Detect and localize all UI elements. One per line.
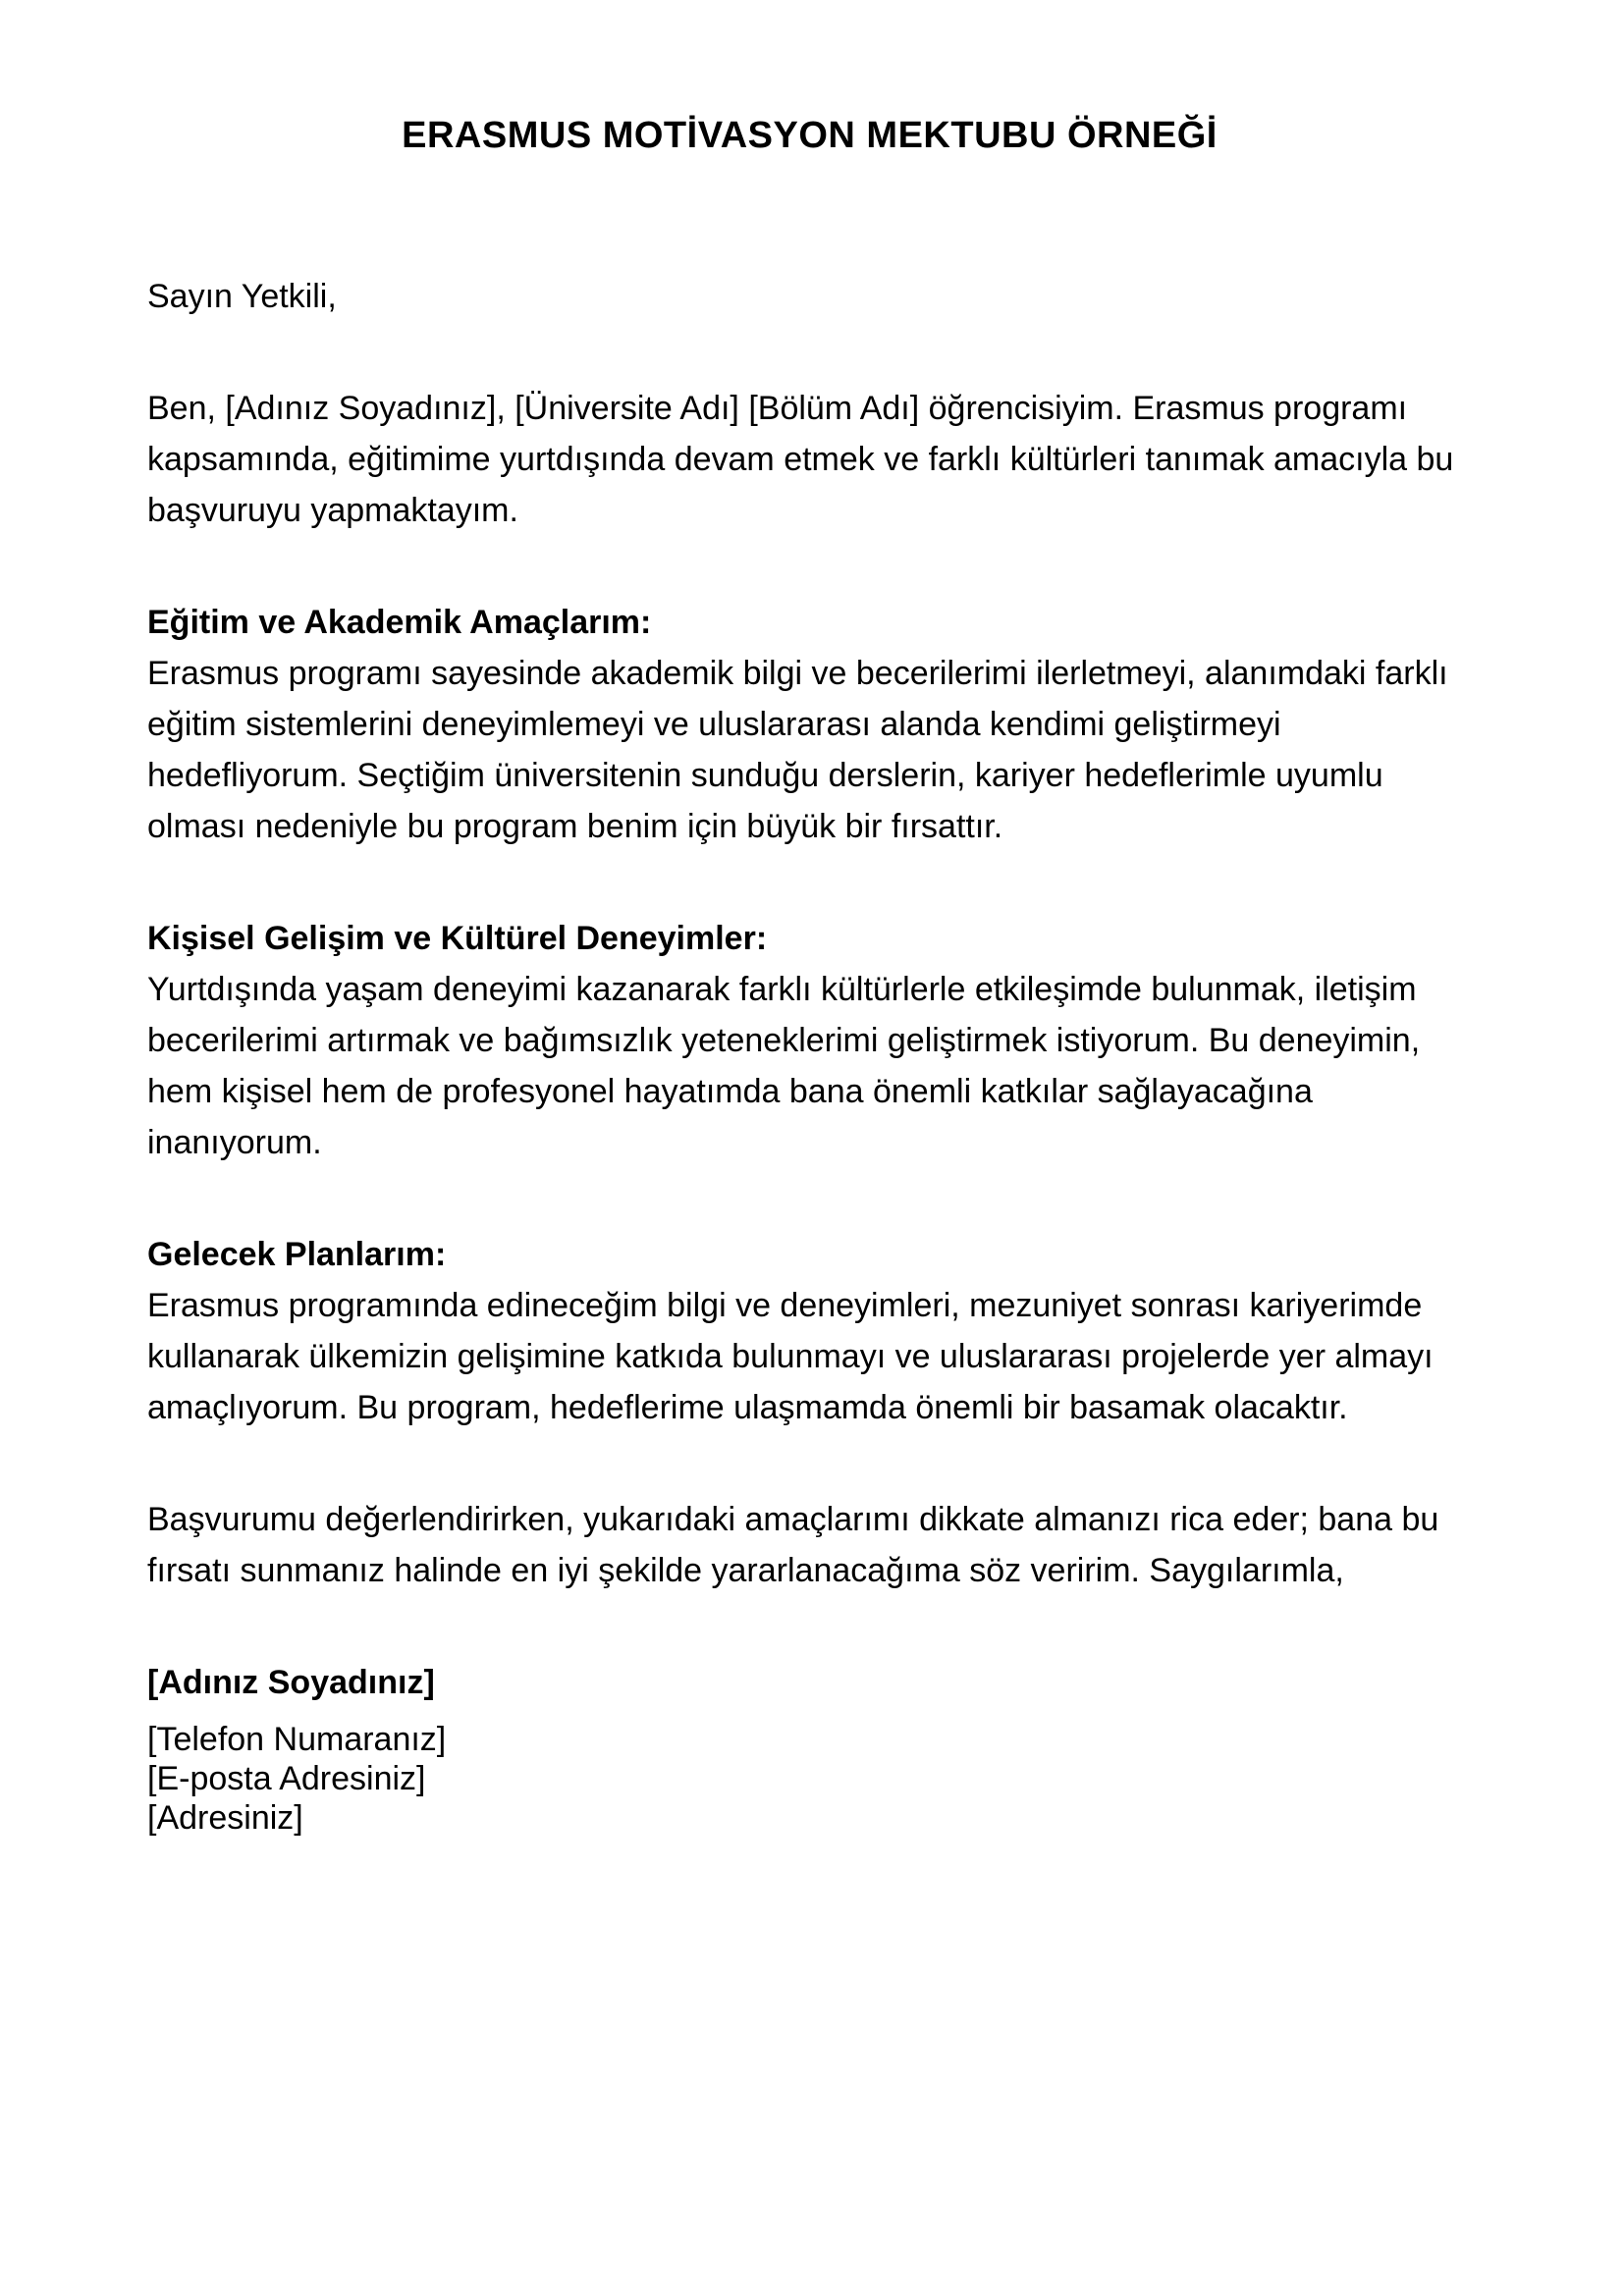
- section-education-goals: [147, 597, 1472, 852]
- section-education-body: Erasmus programı sayesinde akademik bilgi ve becerilerimi ilerletmeyi, alanımdaki farklı eğitim sistemlerini deneyimlemeyi ve uluslararası alanda kendimi geliştirmeyi hedefliyorum. Seçtiğim üniversitenin sunduğu derslerin, kariyer hedeflerimle uyumlu olması nedeniyle bu program benim için büyük bir fırsattır.: [147, 655, 1448, 845]
- section-education-heading: Eğitim ve Akademik Amaçlarım:: [147, 604, 652, 641]
- section-personal-body: Yurtdışında yaşam deneyimi kazanarak farklı kültürlerle etkileşimde bulunmak, iletişim becerilerimi artırmak ve bağımsızlık yeteneklerimi geliştirmek istiyorum. Bu deneyimin, hem kişisel hem de profesyonel hayatımda bana önemli katkılar sağlayacağına inanıyorum.: [147, 971, 1421, 1161]
- closing-paragraph: Başvurumu değerlendirirken, yukarıdaki amaçlarımı dikkate almanızı rica eder; bana bu fırsatı sunmanız halinde en iyi şekilde yararlanacağıma söz veririm. Saygılarımla,: [147, 1501, 1439, 1589]
- section-personal-development: [147, 913, 1472, 1168]
- intro-paragraph: Ben, [Adınız Soyadınız], [Üniversite Adı] [Bölüm Adı] öğrencisiyim. Erasmus programı kapsamında, eğitimime yurtdışında devam etmek ve farklı kültürleri tanımak amacıyla bu başvuruyu yapmaktayım.: [147, 390, 1454, 529]
- section-future-heading: Gelecek Planlarım:: [147, 1236, 447, 1273]
- signature-phone: [Telefon Numaranız]: [147, 1721, 447, 1758]
- signature-address: [Adresiniz]: [147, 1799, 303, 1837]
- salutation: Sayın Yetkili,: [147, 278, 337, 315]
- signature-name: [Adınız Soyadınız]: [147, 1664, 435, 1701]
- signature-email: [E-posta Adresiniz]: [147, 1760, 426, 1797]
- section-future-body: Erasmus programında edineceğim bilgi ve deneyimleri, mezuniyet sonrası kariyerimde kullanarak ülkemizin gelişimine katkıda bulunmayı ve uluslararası projelerde yer almayı amaçlıyorum. Bu program, hedeflerime ulaşmamda önemli bir basamak olacaktır.: [147, 1287, 1434, 1426]
- section-personal-heading: Kişisel Gelişim ve Kültürel Deneyimler:: [147, 920, 768, 957]
- section-future-plans: [147, 1229, 1472, 1433]
- document-title: ERASMUS MOTİVASYON MEKTUBU ÖRNEĞİ: [402, 115, 1218, 156]
- signature-block: [147, 1657, 1472, 1838]
